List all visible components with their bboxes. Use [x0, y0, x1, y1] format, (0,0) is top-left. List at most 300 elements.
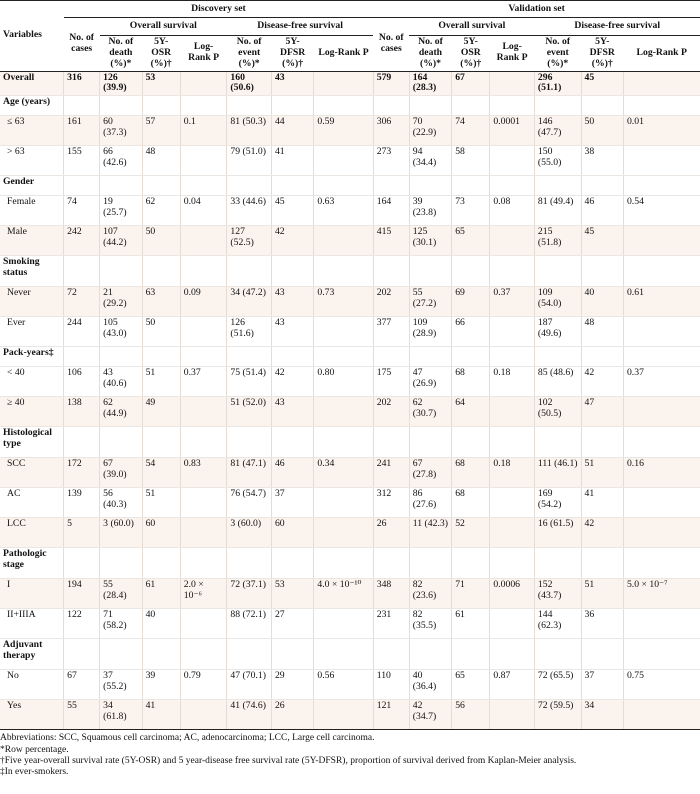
table-cell [180, 347, 227, 367]
header-logrank-os-validation: Log-Rank P [490, 36, 535, 72]
table-cell: 126 (51.6) [227, 317, 272, 347]
table-cell [180, 518, 227, 548]
table-cell: 55 (28.4) [100, 579, 142, 609]
table-cell [271, 347, 313, 367]
table-cell [623, 317, 700, 347]
table-cell [409, 176, 451, 196]
table-cell: 42 (34.7) [409, 700, 451, 730]
table-cell: 2.0 × 10⁻⁶ [180, 579, 227, 609]
table-cell: 169 (54.2) [534, 488, 581, 518]
table-cell [142, 256, 180, 287]
table-cell [623, 609, 700, 639]
table-cell: 296 (51.1) [534, 71, 581, 96]
table-cell [490, 488, 535, 518]
header-logrank-os-discovery: Log-Rank P [180, 36, 227, 72]
table-cell [534, 548, 581, 579]
table-cell [314, 488, 373, 518]
table-cell [452, 347, 490, 367]
table-cell: 0.0006 [490, 579, 535, 609]
table-cell: 42 [271, 367, 313, 397]
table-cell [490, 609, 535, 639]
table-cell: 55 [64, 700, 100, 730]
table-cell [314, 317, 373, 347]
section-label: Gender [0, 176, 64, 196]
table-row [0, 397, 700, 427]
table-section-row [0, 427, 700, 458]
table-cell: 45 [581, 226, 623, 256]
table-cell: 215 (51.8) [534, 226, 581, 256]
table-cell [180, 488, 227, 518]
table-cell [100, 639, 142, 670]
table-cell [227, 256, 272, 287]
table-cell [314, 96, 373, 116]
table-cell [227, 176, 272, 196]
row-label: Male [0, 226, 64, 256]
table-cell [581, 347, 623, 367]
table-cell [373, 96, 409, 116]
row-label: No [0, 670, 64, 700]
table-cell: 82 (35.5) [409, 609, 451, 639]
table-cell [490, 317, 535, 347]
table-cell: 53 [142, 71, 180, 96]
table-cell: 47 [581, 397, 623, 427]
row-label: Never [0, 287, 64, 317]
table-cell [314, 609, 373, 639]
header-death-discovery: No. of death (%)* [100, 36, 142, 72]
table-cell: 0.63 [314, 196, 373, 226]
table-cell [373, 256, 409, 287]
footnote-row-percentage: *Row percentage. [0, 744, 69, 755]
table-cell [452, 548, 490, 579]
table-row [0, 317, 700, 347]
table-cell: 73 [452, 196, 490, 226]
table-cell [623, 176, 700, 196]
table-cell [100, 347, 142, 367]
table-cell: 0.01 [623, 116, 700, 146]
table-cell [623, 488, 700, 518]
row-label: Ever [0, 317, 64, 347]
table-cell: 0.1 [180, 116, 227, 146]
header-osr-validation: 5Y-OSR (%)† [452, 36, 490, 72]
table-cell: 0.54 [623, 196, 700, 226]
table-cell: 40 (36.4) [409, 670, 451, 700]
table-cell [490, 96, 535, 116]
table-cell [409, 347, 451, 367]
table-cell: 3 (60.0) [100, 518, 142, 548]
table-cell: 43 [271, 287, 313, 317]
table-row [0, 609, 700, 639]
table-cell [452, 96, 490, 116]
table-cell [490, 226, 535, 256]
table-cell: 109 (54.0) [534, 287, 581, 317]
table-section-row [0, 96, 700, 116]
table-cell [142, 548, 180, 579]
table-cell: 69 [452, 287, 490, 317]
table-cell: 72 (65.5) [534, 670, 581, 700]
table-cell: 0.73 [314, 287, 373, 317]
table-cell [314, 639, 373, 670]
table-cell: 70 (22.9) [409, 116, 451, 146]
table-cell [142, 176, 180, 196]
table-cell: 56 [452, 700, 490, 730]
table-cell: 0.87 [490, 670, 535, 700]
table-cell: 4.0 × 10⁻¹⁰ [314, 579, 373, 609]
table-cell: 316 [64, 71, 100, 96]
table-cell: 122 [64, 609, 100, 639]
table-cell: 37 (55.2) [100, 670, 142, 700]
table-cell [271, 548, 313, 579]
table-cell [534, 347, 581, 367]
table-cell [623, 427, 700, 458]
table-cell: 63 [142, 287, 180, 317]
table-row [0, 579, 700, 609]
table-cell: 50 [581, 116, 623, 146]
table-cell: 82 (23.6) [409, 579, 451, 609]
table-cell [534, 96, 581, 116]
row-label: AC [0, 488, 64, 518]
table-cell: 160 (50.6) [227, 71, 272, 96]
table-cell [100, 176, 142, 196]
table-cell: 49 [142, 397, 180, 427]
table-cell: 5 [64, 518, 100, 548]
table-cell [581, 639, 623, 670]
table-cell [534, 639, 581, 670]
table-cell: 81 (47.1) [227, 458, 272, 488]
table-cell: 241 [373, 458, 409, 488]
row-label: Yes [0, 700, 64, 730]
table-cell: 125 (30.1) [409, 226, 451, 256]
table-cell: 41 (74.6) [227, 700, 272, 730]
table-cell: 102 (50.5) [534, 397, 581, 427]
table-cell: 61 [452, 609, 490, 639]
table-cell: 105 (43.0) [100, 317, 142, 347]
table-cell: 64 [452, 397, 490, 427]
table-section-row [0, 256, 700, 287]
table-cell: 39 (23.8) [409, 196, 451, 226]
table-cell: 144 (62.3) [534, 609, 581, 639]
table-cell: 53 [271, 579, 313, 609]
table-cell [314, 700, 373, 730]
table-cell [271, 427, 313, 458]
table-cell [180, 609, 227, 639]
table-cell: 0.75 [623, 670, 700, 700]
table-cell: 175 [373, 367, 409, 397]
table-cell [373, 548, 409, 579]
table-row [0, 700, 700, 730]
table-cell [623, 347, 700, 367]
table-cell: 5.0 × 10⁻⁷ [623, 579, 700, 609]
table-row [0, 488, 700, 518]
table-cell: 0.34 [314, 458, 373, 488]
table-cell: 62 (30.7) [409, 397, 451, 427]
table-cell [180, 317, 227, 347]
table-cell: 306 [373, 116, 409, 146]
table-cell [534, 256, 581, 287]
footnote-abbreviations: Abbreviations: SCC, Squamous cell carcinoma; AC, adenocarcinoma; LCC, Large cell carcinoma. [0, 733, 375, 744]
section-label: Pathologic stage [0, 548, 64, 579]
table-cell [623, 96, 700, 116]
table-cell: 187 (49.6) [534, 317, 581, 347]
table-cell: 231 [373, 609, 409, 639]
row-label: < 40 [0, 367, 64, 397]
header-dfsr-validation: 5Y-DFSR (%)† [581, 36, 623, 72]
table-cell: 0.09 [180, 287, 227, 317]
table-cell: 47 (26.9) [409, 367, 451, 397]
table-cell [373, 427, 409, 458]
table-cell: 74 [64, 196, 100, 226]
table-cell: 45 [271, 196, 313, 226]
table-cell: 54 [142, 458, 180, 488]
table-section-row [0, 71, 700, 96]
table-cell: 202 [373, 397, 409, 427]
table-cell [623, 700, 700, 730]
table-cell [271, 176, 313, 196]
table-section-row [0, 639, 700, 670]
header-cases-discovery: No. of cases [64, 18, 100, 72]
table-cell: 202 [373, 287, 409, 317]
table-cell: 0.08 [490, 196, 535, 226]
table-cell: 51 [142, 488, 180, 518]
table-cell: 74 [452, 116, 490, 146]
table-cell: 377 [373, 317, 409, 347]
table-cell [623, 256, 700, 287]
table-cell [227, 96, 272, 116]
table-cell [227, 548, 272, 579]
table-cell: 51 [581, 579, 623, 609]
section-label: Overall [0, 71, 64, 96]
table-cell [452, 639, 490, 670]
section-label: Age (years) [0, 96, 64, 116]
table-cell [64, 639, 100, 670]
table-cell [490, 256, 535, 287]
table-cell: 76 (54.7) [227, 488, 272, 518]
table-cell: 110 [373, 670, 409, 700]
table-cell [409, 639, 451, 670]
table-cell: 0.18 [490, 367, 535, 397]
table-cell [64, 176, 100, 196]
table-cell: 164 (28.3) [409, 71, 451, 96]
table-cell [452, 427, 490, 458]
table-cell [64, 347, 100, 367]
table-cell: 75 (51.4) [227, 367, 272, 397]
table-cell [490, 639, 535, 670]
table-cell [490, 176, 535, 196]
table-cell [314, 427, 373, 458]
table-row [0, 287, 700, 317]
section-label: Adjuvant therapy [0, 639, 64, 670]
table-cell [64, 256, 100, 287]
table-cell: 51 [142, 367, 180, 397]
table-cell [490, 397, 535, 427]
table-cell: 194 [64, 579, 100, 609]
header-discovery-set: Discovery set [64, 1, 374, 18]
table-cell [623, 397, 700, 427]
table-cell [314, 71, 373, 96]
table-cell [581, 96, 623, 116]
table-row [0, 226, 700, 256]
table-cell: 11 (42.3) [409, 518, 451, 548]
table-cell [490, 347, 535, 367]
table-cell: 40 [142, 609, 180, 639]
table-cell [180, 639, 227, 670]
table-cell: 3 (60.0) [227, 518, 272, 548]
table-cell [180, 176, 227, 196]
table-cell [142, 639, 180, 670]
table-cell: 68 [452, 367, 490, 397]
table-cell: 43 [271, 317, 313, 347]
table-cell: 37 [271, 488, 313, 518]
table-cell [534, 176, 581, 196]
table-cell: 51 [581, 458, 623, 488]
table-cell: 242 [64, 226, 100, 256]
header-osr-discovery: 5Y-OSR (%)† [142, 36, 180, 72]
table-cell: 79 (51.0) [227, 146, 272, 176]
table-cell: 71 [452, 579, 490, 609]
header-dfsr-discovery: 5Y-DFSR (%)† [271, 36, 313, 72]
table-cell: 43 (40.6) [100, 367, 142, 397]
table-cell: 42 [271, 226, 313, 256]
table-cell: 60 [142, 518, 180, 548]
table-cell: 37 [581, 670, 623, 700]
table-cell [490, 71, 535, 96]
table-cell: 138 [64, 397, 100, 427]
table-cell: 88 (72.1) [227, 609, 272, 639]
table-cell: 67 [452, 71, 490, 96]
table-cell: 0.59 [314, 116, 373, 146]
table-cell: 33 (44.6) [227, 196, 272, 226]
table-cell [314, 256, 373, 287]
table-cell [623, 548, 700, 579]
table-cell: 164 [373, 196, 409, 226]
table-cell: 58 [452, 146, 490, 176]
table-row [0, 116, 700, 146]
table-row [0, 670, 700, 700]
table-cell: 0.37 [490, 287, 535, 317]
table-cell [623, 518, 700, 548]
table-cell [314, 518, 373, 548]
table-cell [490, 427, 535, 458]
table-cell [490, 700, 535, 730]
table-cell: 29 [271, 670, 313, 700]
header-logrank-dfs-validation: Log-Rank P [623, 36, 700, 72]
table-cell: 415 [373, 226, 409, 256]
header-variables: Variables [0, 1, 64, 72]
table-cell: 61 [142, 579, 180, 609]
table-row [0, 196, 700, 226]
table-cell: 94 (34.4) [409, 146, 451, 176]
table-cell: 111 (46.1) [534, 458, 581, 488]
table-cell [623, 71, 700, 96]
table-cell: 0.56 [314, 670, 373, 700]
table-cell: 0.18 [490, 458, 535, 488]
row-label: I [0, 579, 64, 609]
table-cell: 0.16 [623, 458, 700, 488]
table-cell: 348 [373, 579, 409, 609]
table-cell [100, 548, 142, 579]
header-death-validation: No. of death (%)* [409, 36, 451, 72]
table-cell: 65 [452, 670, 490, 700]
table-cell: 65 [452, 226, 490, 256]
table-cell: 39 [142, 670, 180, 700]
table-cell [490, 518, 535, 548]
table-cell [581, 176, 623, 196]
table-cell: 139 [64, 488, 100, 518]
header-event-discovery: No. of event (%)* [227, 36, 272, 72]
table-cell: 50 [142, 317, 180, 347]
table-cell [452, 256, 490, 287]
table-cell [409, 96, 451, 116]
footnote-survival-rate: †Five year-overall survival rate (5Y-OSR) and 5 year-disease free survival rate (5Y-DFSR), proportion of survival derived from Kaplan-Meier analysis. [0, 756, 577, 767]
table-cell [227, 639, 272, 670]
table-cell: 72 [64, 287, 100, 317]
table-cell [490, 548, 535, 579]
table-cell: 0.37 [180, 367, 227, 397]
table-cell [142, 427, 180, 458]
table-cell: 41 [142, 700, 180, 730]
table-cell [271, 639, 313, 670]
table-cell: 67 (39.0) [100, 458, 142, 488]
table-cell: 72 (59.5) [534, 700, 581, 730]
table-cell [100, 256, 142, 287]
table-cell: 106 [64, 367, 100, 397]
table-cell: 21 (29.2) [100, 287, 142, 317]
table-cell: 109 (28.9) [409, 317, 451, 347]
table-cell [180, 96, 227, 116]
table-cell: 68 [452, 458, 490, 488]
table-cell: 41 [581, 488, 623, 518]
table-cell [314, 176, 373, 196]
row-label: LCC [0, 518, 64, 548]
table-cell: 244 [64, 317, 100, 347]
table-cell: 0.61 [623, 287, 700, 317]
table-cell [373, 347, 409, 367]
table-cell: 161 [64, 116, 100, 146]
table-cell [180, 71, 227, 96]
table-cell: 42 [581, 518, 623, 548]
table-cell [180, 397, 227, 427]
table-cell [409, 427, 451, 458]
row-label: Female [0, 196, 64, 226]
table-cell: 60 (37.3) [100, 116, 142, 146]
table-cell: 0.0001 [490, 116, 535, 146]
header-os-validation: Overall survival [409, 18, 534, 36]
table-section-row [0, 176, 700, 196]
table-cell: 55 (27.2) [409, 287, 451, 317]
table-cell [100, 96, 142, 116]
table-cell [227, 427, 272, 458]
table-cell: 48 [142, 146, 180, 176]
section-label: Histological type [0, 427, 64, 458]
table-cell: 62 [142, 196, 180, 226]
table-cell: 43 [271, 71, 313, 96]
table-cell: 60 [271, 518, 313, 548]
table-cell: 41 [271, 146, 313, 176]
table-cell [64, 96, 100, 116]
table-cell [314, 347, 373, 367]
table-cell [180, 700, 227, 730]
table-section-row [0, 548, 700, 579]
table-cell: 45 [581, 71, 623, 96]
table-cell: 50 [142, 226, 180, 256]
table-cell: 579 [373, 71, 409, 96]
table-cell [623, 146, 700, 176]
table-cell [490, 146, 535, 176]
table-cell [373, 639, 409, 670]
table-cell: 43 [271, 397, 313, 427]
table-cell: 56 (40.3) [100, 488, 142, 518]
table-cell: 85 (48.6) [534, 367, 581, 397]
table-cell: 152 (43.7) [534, 579, 581, 609]
